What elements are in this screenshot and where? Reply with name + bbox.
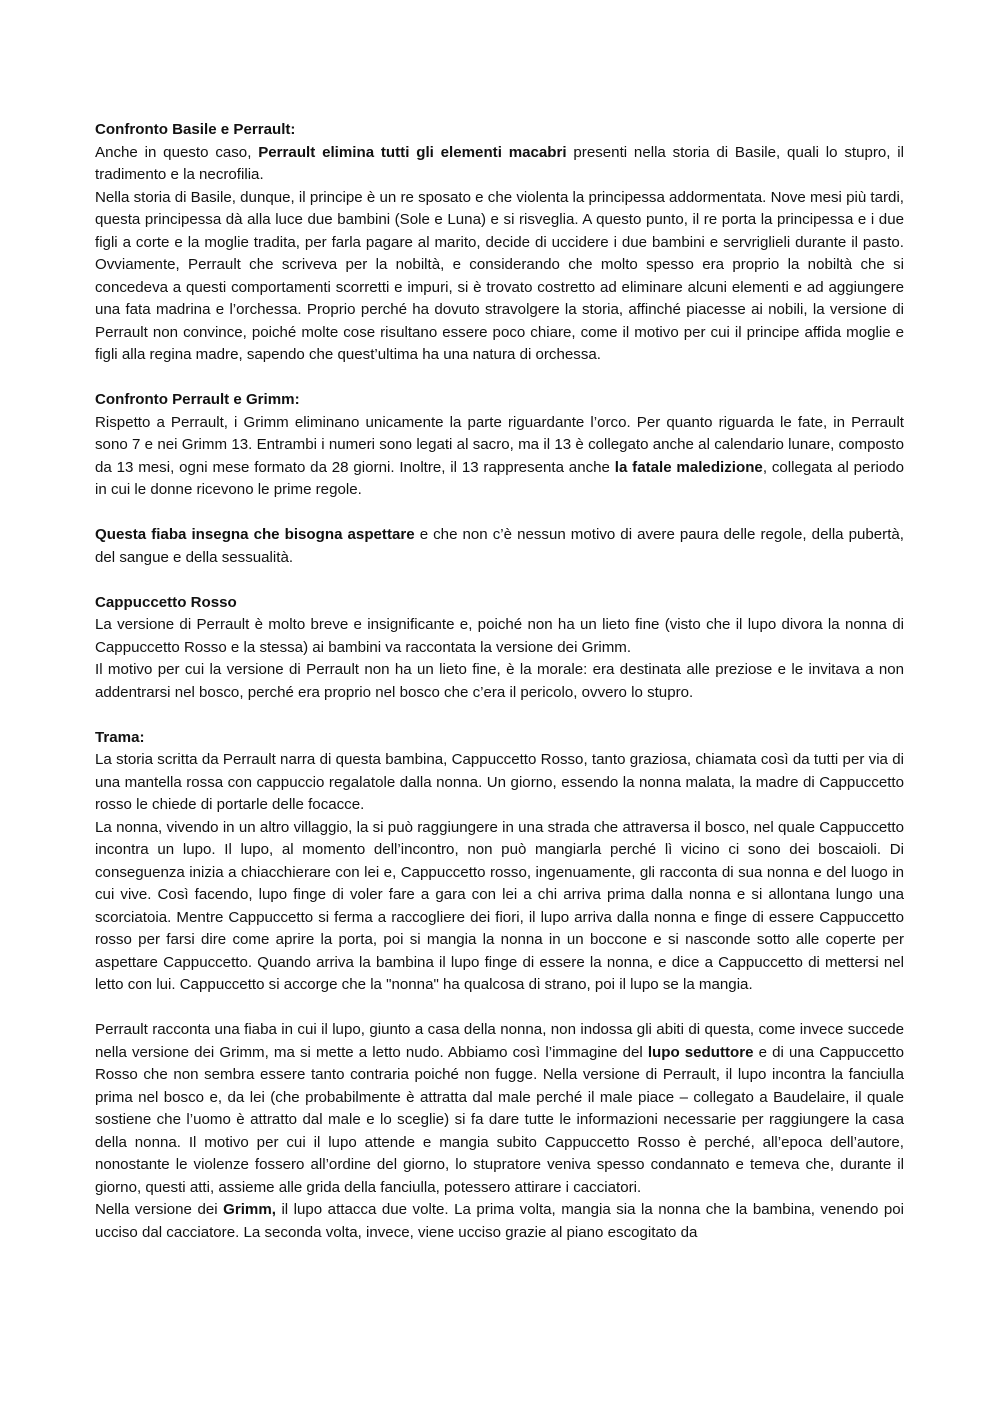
document-page <box>95 119 904 1244</box>
paragraph-trama-1: La storia scritta da Perrault narra di questa bambina, Cappuccetto Rosso, tanto graziosa, chiamata così da tutti per via di una mantella rossa con cappuccio regalatole dalla nonna. Un giorno, essendo la nonna malata, la madre di Cappuccetto rosso le chiede di portarle delle focacce. <box>95 751 904 813</box>
paragraph-cappuccetto-1: La versione di Perrault è molto breve e insignificante e, poiché non ha un lieto fine (visto che il lupo divora la nonna di Cappuccetto Rosso e la stessa) ai bambini va raccontata la versione dei Grimm. <box>95 616 904 656</box>
heading-trama: Trama: <box>95 728 145 746</box>
paragraph-cappuccetto-2: Il motivo per cui la versione di Perrault non ha un lieto fine, è la morale: era destinata alle preziose e le invitava a non addentrarsi nel bosco, perché era proprio nel bosco che c’era il pericolo, ovvero lo stupro. <box>95 661 904 701</box>
bold-phrase: Grimm, <box>223 1201 276 1218</box>
paragraph-trama-4: Nella versione dei Grimm, il lupo attacca due volte. La prima volta, mangia sia la nonna che la bambina, venendo poi ucciso dal cacciatore. La seconda volta, invece, viene ucciso grazie al piano escogitato da <box>95 1201 904 1241</box>
paragraph-basile-perrault-intro: Anche in questo caso, Perrault elimina tutti gli elementi macabri presenti nella storia di Basile, quali lo stupro, il tradimento e la necrofilia. <box>95 143 904 183</box>
bold-phrase: Questa fiaba insegna che bisogna aspettare <box>95 526 415 543</box>
heading-perrault-grimm: Confronto Perrault e Grimm: <box>95 391 300 408</box>
paragraph-trama-2: La nonna, vivendo in un altro villaggio, la si può raggiungere in una strada che attraversa il bosco, nel quale Cappuccetto incontra un lupo. Il lupo, al momento dell’incontro, non può mangiarla perché lì vicino ci sono dei boscaioli. Di conseguenza inizia a chiacchierare con lei e, Cappuccetto rosso, ingenuamente, gli racconta di sua nonna e del luogo in cui vive. Così facendo, lupo finge di voler fare a gara con lei a chi arriva prima dalla nonna e si allontana lungo una scorciatoia. Mentre Cappuccetto si ferma a raccogliere dei fiori, il lupo arriva dalla nonna e finge di essere Cappuccetto rosso per farsi dire come aprire la porta, poi si mangia la nonna in un boccone e si nasconde sotto alle coperte per aspettare Cappuccetto. Quando arriva la bambina il lupo finge di essere la nonna, e dice a Cappuccetto di mettersi nel letto con lui. Cappuccetto si accorge che la "nonna" ha qualcosa di strano, poi il lupo se la mangia. <box>95 818 904 993</box>
bold-phrase: la fatale maledizione <box>614 458 763 476</box>
paragraph-moral: Questa fiaba insegna che bisogna aspettare e che non c’è nessun motivo di avere paura delle regole, della pubertà, del sangue e della sessualità. <box>95 526 904 566</box>
paragraph-perrault-grimm: Rispetto a Perrault, i Grimm eliminano unicamente la parte riguardante l’orco. Per quanto riguarda le fate, in Perrault sono 7 e nei Grimm 13. Entrambi i numeri sono legati al sacro, ma il 13 è collegato anche al calendario lunare, composto da 13 mesi, ogni mese formato da 28 giorni. Inoltre, il 13 rappresenta anche la fatale maledizione, collegata al periodo in cui le donne ricevono le prime regole. <box>95 413 905 498</box>
paragraph-trama-3: Perrault racconta una fiaba in cui il lupo, giunto a casa della nonna, non indossa gli abiti di questa, come invece succede nella versione dei Grimm, ma si mette a letto nudo. Abbiamo così l’immagine del lupo seduttore e di una Cappuccetto Rosso che non sembra essere tanto contraria poiché non fugge. Nella versione di Perrault, il lupo incontra la fanciulla prima nel bosco e, da lei (che probabilmente è attratta dal male perché il male piace – collegato a Baudelaire, il quale sostiene che l’uomo è attratto dal male e lo sceglie) si fa dare tutte le informazioni necessarie per raggiungere la casa della nonna. Il motivo per cui il lupo attende e mangia subito Cappuccetto Rosso è perché, all’epoca dell’autore, nonostante le violenze fossero all’ordine del giorno, lo stupratore veniva spesso condannato e temeva che, durante il giorno, questi atti, assieme alle grida della fanciulla, potessero attirare i cacciatori. <box>95 1021 904 1196</box>
heading-cappuccetto-rosso: Cappuccetto Rosso <box>95 593 237 611</box>
bold-phrase: Perrault elimina tutti gli elementi macabri <box>258 143 567 161</box>
bold-phrase: lupo seduttore <box>647 1043 754 1061</box>
heading-basile-perrault: Confronto Basile e Perrault: <box>95 121 296 138</box>
paragraph-basile-story: Nella storia di Basile, dunque, il principe è un re sposato e che violenta la principessa addormentata. Nove mesi più tardi, questa principessa dà alla luce due bambini (Sole e Luna) e si risveglia. A questo punto, il re porta la principessa e i due figli a corte e la moglie tradita, per farla pagare al marito, decide di uccidere i due bambini e servriglieli durante il pasto. Ovviamente, Perrault che scriveva per la nobiltà, e considerando che molto spesso era proprio la nobiltà che si concedeva a questi comportamenti scorretti e impuri, si è trovato costretto ad eliminare alcuni elementi e ad aggiungere una fata madrina e l’orchessa. Proprio perché ha dovuto stravolgere la storia, affinché piacesse ai nobili, la versione di Perrault non convince, poiché molte cose risultano essere poco chiare, come il motivo per cui il principe affida moglie e figli alla regina madre, sapendo che quest’ultima ha una natura di orchessa. <box>95 188 904 363</box>
